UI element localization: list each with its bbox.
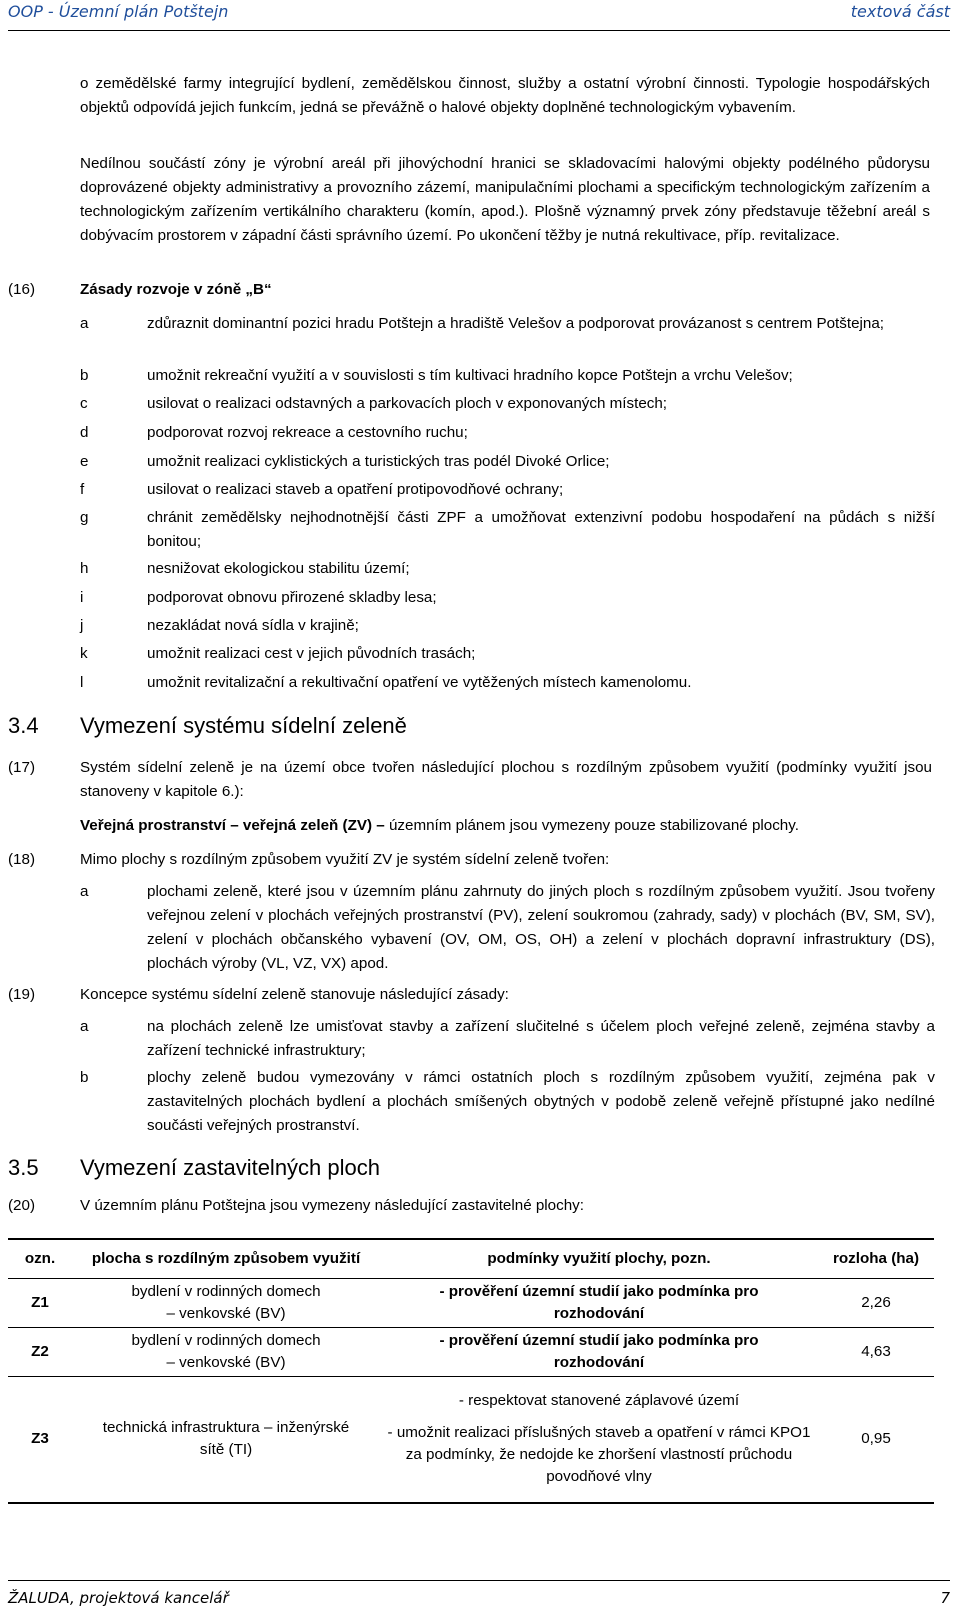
item-letter: l [80, 674, 84, 691]
table-header-row [8, 1239, 934, 1279]
item-letter: a [80, 315, 89, 332]
bold-lead: Veřejná prostranství – veřejná zeleň (ZV) – [80, 817, 385, 834]
item-text: usilovat o realizaci odstavných a parkovacích ploch v exponovaných místech; [147, 395, 668, 412]
column-header-use: plocha s rozdílným způsobem využití [72, 1239, 380, 1279]
item-letter: a [80, 883, 89, 900]
use-line-2: – venkovské (BV) [166, 1305, 286, 1322]
item-letter: a [80, 1018, 89, 1035]
paragraph-number: (16) [8, 281, 36, 298]
item-text: podporovat obnovu přirozené skladby lesa; [147, 589, 437, 606]
item-text: plochami zeleně, které jsou v územním plánu zahrnuty do jiných ploch s rozdílným způsobem využití. Jsou tvořeny veřejnou zelení v plochách veřejných prostranství (PV), zelení soukromou (zahrady, sady) v plochách (BV, SM, SV), zelení v plochách občanského vybavení (OV, OM, OS, OH) a zelení v plochách dopravní infrastruktury (DS), plochách výroby (VL, VZ, VX) apod. [147, 883, 935, 972]
item-letter: h [80, 560, 89, 577]
item-text: umožnit rekreační využití a v souvislosti s tím kultivaci hradního kopce Potštejn a vrchu Velešov; [147, 367, 793, 384]
section-number: 3.4 [8, 713, 39, 738]
item-letter: b [80, 367, 89, 384]
item-letter: f [80, 481, 85, 498]
condition-line-2: rozhodování [553, 1305, 645, 1322]
paragraph-number: (19) [8, 986, 36, 1003]
paragraph-number: (17) [8, 759, 36, 776]
cell-conditions [380, 1279, 818, 1328]
cell-area: 4,63 [818, 1328, 934, 1377]
condition-line-1: - prověření územní studií jako podmínka pro [439, 1283, 759, 1300]
cell-area: 0,95 [818, 1377, 934, 1503]
item-text: plochy zeleně budou vymezovány v rámci ostatních ploch s rozdílným způsobem využití, zejména pak v zastavitelných plochách bydlení a plochách smíšených obytných v podobě zeleně veřejně přístupné jako nedílné součásti veřejných prostranství. [147, 1069, 935, 1134]
item-letter: d [80, 424, 89, 441]
item-text: chránit zemědělsky nejhodnotnější části ZPF a umožňovat extenzivní podobu hospodaření na půdách s nižší bonitou; [147, 509, 935, 550]
section-number: 3.5 [8, 1155, 39, 1180]
item-text: podporovat rozvoj rekreace a cestovního ruchu; [147, 424, 468, 441]
item-letter: i [80, 589, 84, 606]
use-line-1: bydlení v rodinných domech [131, 1283, 321, 1300]
section-title: Vymezení systému sídelní zeleně [80, 713, 407, 738]
condition-line-1: - prověření územní studií jako podmínka pro [439, 1332, 759, 1349]
cell-conditions [380, 1328, 818, 1377]
item-text: umožnit revitalizační a rekultivační opatření ve vytěžených místech kamenolomu. [147, 674, 692, 691]
condition-line-2: - umožnit realizaci příslušných staveb a opatření v rámci KPO1 za podmínky, že nedojde ke zhoršení vlastností průchodu povodňové vlny [387, 1424, 811, 1486]
paragraph-number: (18) [8, 851, 36, 868]
item-letter: g [80, 509, 89, 526]
use-line-2: – venkovské (BV) [166, 1354, 286, 1371]
use-line-1: bydlení v rodinných domech [131, 1332, 321, 1349]
condition-line-1: - respektovat stanovené záplavové území [458, 1392, 740, 1410]
cell-code: Z2 [8, 1328, 72, 1377]
table-row [8, 1279, 934, 1328]
column-header-area: rozloha (ha) [818, 1239, 934, 1279]
cell-area: 2,26 [818, 1279, 934, 1328]
cell-use [72, 1328, 380, 1377]
item-text: usilovat o realizaci staveb a opatření protipovodňové ochrany; [147, 481, 564, 498]
item-letter: k [80, 645, 88, 662]
item-letter: b [80, 1069, 89, 1086]
use-line-1: technická infrastruktura – inženýrské [102, 1419, 350, 1437]
paragraph-17-detail [80, 814, 930, 838]
paragraph-title: Zásady rozvoje v zóně „B“ [80, 281, 272, 298]
header-document-title: OOP - Územní plán Potštejn [8, 2, 229, 21]
header-section-label: textová část [850, 2, 950, 21]
paragraph-text: Mimo plochy s rozdílným způsobem využití ZV je systém sídelní zeleně tvořen: [80, 851, 610, 868]
column-header-conditions: podmínky využití plochy, pozn. [380, 1239, 818, 1279]
item-letter: c [80, 395, 88, 412]
item-letter: j [80, 617, 84, 634]
table-row [8, 1328, 934, 1377]
footer-company: ŽALUDA, projektová kancelář [8, 1589, 229, 1607]
footer-page-number: 7 [940, 1589, 950, 1607]
cell-conditions [380, 1377, 818, 1503]
item-text: nesnižovat ekologickou stabilitu území; [147, 560, 410, 577]
column-header-code: ozn. [8, 1239, 72, 1279]
condition-line-2: rozhodování [553, 1354, 645, 1371]
intro-paragraph-2: Nedílnou součástí zóny je výrobní areál při jihovýchodní hranici se skladovacími halovými objekty podélného půdorysu doprovázené objekty administrativy a provozního zázemí, manipulačními plochami a specifickým technologickým zařízením a technologickým zařízením vertikálního charakteru (komín, apod.). Plošně významný prvek zóny představuje těžební areál s dobývacím prostorem v západní části správního území. Po ukončení těžby je nutná rekultivace, příp. revitalizace. [80, 155, 930, 244]
item-text: na plochách zeleně lze umisťovat stavby a zařízení slučitelné s účelem ploch veřejné zeleně, zejména stavby a zařízení technické infrastruktury; [147, 1018, 935, 1059]
cell-code: Z1 [8, 1279, 72, 1328]
cell-code: Z3 [8, 1377, 72, 1503]
item-letter: e [80, 453, 89, 470]
page-header [8, 0, 950, 31]
section-title: Vymezení zastavitelných ploch [80, 1155, 380, 1180]
paragraph-text: Koncepce systému sídelní zeleně stanovuje následující zásady: [80, 986, 509, 1003]
item-text: umožnit realizaci cyklistických a turistických tras podél Divoké Orlice; [147, 453, 610, 470]
item-text: nezakládat nová sídla v krajině; [147, 617, 359, 634]
paragraph-text: Systém sídelní zeleně je na území obce tvořen následující plochou s rozdílným způsobem využití (podmínky využití jsou stanoveny v kapitole 6.): [80, 759, 932, 800]
page-footer [8, 1580, 950, 1611]
intro-paragraph-1: o zemědělské farmy integrující bydlení, zemědělskou činnost, služby a ostatní výrobní činnosti. Typologie hospodářských objektů odpovídá jejich funkcím, jedná se převážně o halové objekty doplněné technologickým vybavením. [80, 75, 930, 116]
use-line-2: sítě (TI) [199, 1441, 253, 1459]
cell-use [72, 1377, 380, 1503]
item-text: zdůraznit dominantní pozici hradu Potštejn a hradiště Velešov a podporovat provázanost s centrem Potštejna; [147, 315, 885, 332]
cell-use [72, 1279, 380, 1328]
item-text: umožnit realizaci cest v jejich původních trasách; [147, 645, 476, 662]
table-row [8, 1377, 934, 1503]
paragraph-text: V územním plánu Potštejna jsou vymezeny následující zastavitelné plochy: [80, 1197, 584, 1214]
paragraph-number: (20) [8, 1197, 36, 1214]
zastavitelne-plochy-table [8, 1238, 934, 1504]
detail-text: územním plánem jsou vymezeny pouze stabilizované plochy. [384, 817, 799, 834]
